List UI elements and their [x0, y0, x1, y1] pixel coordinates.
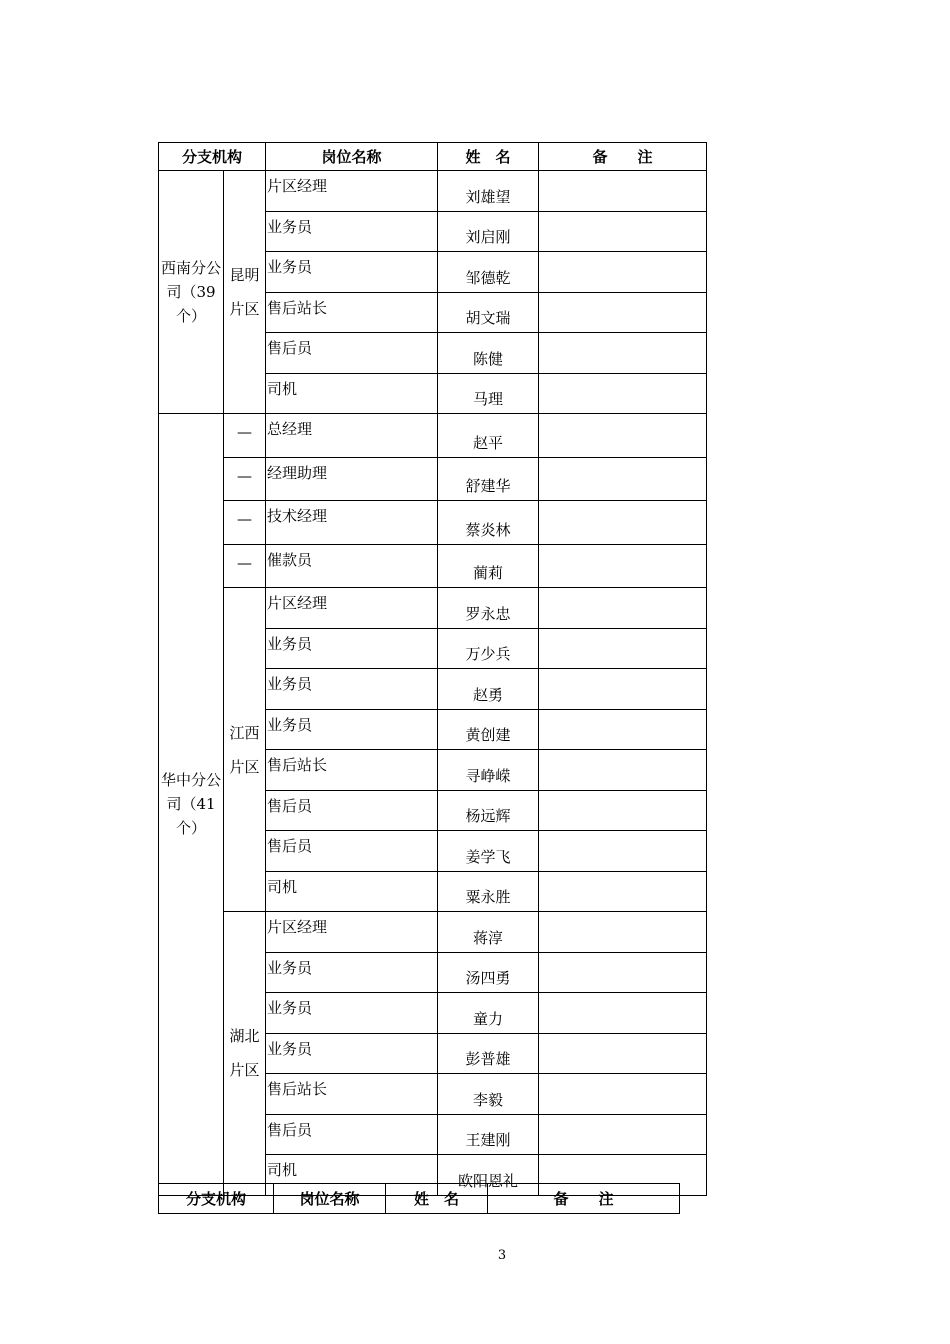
continuation-table-header: [158, 1183, 680, 1214]
table-row: [159, 171, 707, 212]
name-cell: 蔡炎林: [438, 501, 539, 545]
area-cell: —: [224, 544, 266, 588]
note-cell: [539, 709, 707, 750]
area-cell: [224, 588, 266, 912]
note-cell: [539, 912, 707, 953]
area-cell: [224, 912, 266, 1196]
area-cell: —: [224, 414, 266, 458]
note-cell: [539, 993, 707, 1034]
table-row: [159, 912, 707, 953]
name-cell: 欧阳恩礼: [438, 1155, 539, 1196]
position-cell: 司机: [266, 1155, 438, 1196]
area-cell: —: [224, 457, 266, 501]
name-cell: 刘雄望: [438, 171, 539, 212]
note-cell: [539, 831, 707, 872]
position-cell: 售后站长: [266, 292, 438, 333]
position-cell: 片区经理: [266, 588, 438, 629]
note-cell: [539, 292, 707, 333]
page-number: 3: [497, 1248, 507, 1263]
position-cell: 业务员: [266, 669, 438, 710]
table-header-row: [159, 143, 707, 171]
note-cell: [539, 252, 707, 293]
position-cell: 售后员: [266, 1114, 438, 1155]
table-row: [159, 457, 707, 501]
position-cell: 业务员: [266, 952, 438, 993]
position-cell: 业务员: [266, 1033, 438, 1074]
position-cell: 技术经理: [266, 501, 438, 545]
position-cell: 业务员: [266, 211, 438, 252]
branch-cell: 华中分公司（41个）: [159, 414, 224, 1196]
header-note: 备 注: [539, 143, 707, 171]
header-note: 备 注: [488, 1184, 680, 1214]
name-cell: 李毅: [438, 1074, 539, 1115]
note-cell: [539, 457, 707, 501]
table-row: [159, 588, 707, 629]
note-cell: [539, 373, 707, 414]
note-cell: [539, 952, 707, 993]
position-cell: 售后站长: [266, 1074, 438, 1115]
name-cell: 赵平: [438, 414, 539, 458]
name-cell: 寻峥嵘: [438, 750, 539, 791]
table-header-row: [159, 1184, 680, 1214]
note-cell: [539, 750, 707, 791]
position-cell: 经理助理: [266, 457, 438, 501]
note-cell: [539, 1033, 707, 1074]
note-cell: [539, 1074, 707, 1115]
header-position: 岗位名称: [274, 1184, 386, 1214]
name-cell: 赵勇: [438, 669, 539, 710]
area-label: 江西片区: [229, 723, 260, 776]
area-cell: —: [224, 501, 266, 545]
header-branch: 分支机构: [159, 1184, 274, 1214]
table-row: [159, 501, 707, 545]
area-label: 湖北片区: [229, 1027, 260, 1080]
branch-cell: 西南分公司（39个）: [159, 171, 224, 414]
name-cell: 陈健: [438, 333, 539, 374]
note-cell: [539, 628, 707, 669]
note-cell: [539, 333, 707, 374]
position-cell: 司机: [266, 373, 438, 414]
position-cell: 片区经理: [266, 912, 438, 953]
name-cell: 蔺莉: [438, 544, 539, 588]
position-cell: 业务员: [266, 709, 438, 750]
name-cell: 刘启刚: [438, 211, 539, 252]
staff-table: [158, 142, 707, 1196]
name-cell: 杨远辉: [438, 790, 539, 831]
name-cell: 胡文瑞: [438, 292, 539, 333]
name-cell: 黄创建: [438, 709, 539, 750]
name-cell: 粟永胜: [438, 871, 539, 912]
position-cell: 售后站长: [266, 750, 438, 791]
position-cell: 售后员: [266, 831, 438, 872]
name-cell: 汤四勇: [438, 952, 539, 993]
name-cell: 王建刚: [438, 1114, 539, 1155]
position-cell: 业务员: [266, 993, 438, 1034]
name-cell: 彭普雄: [438, 1033, 539, 1074]
note-cell: [539, 871, 707, 912]
area-cell: [224, 171, 266, 414]
name-cell: 姜学飞: [438, 831, 539, 872]
header-branch: 分支机构: [159, 143, 266, 171]
note-cell: [539, 501, 707, 545]
position-cell: 业务员: [266, 252, 438, 293]
position-cell: 售后员: [266, 790, 438, 831]
position-cell: 总经理: [266, 414, 438, 458]
header-name: 姓 名: [386, 1184, 488, 1214]
position-cell: 催款员: [266, 544, 438, 588]
note-cell: [539, 1114, 707, 1155]
position-cell: 司机: [266, 871, 438, 912]
table-row: [159, 544, 707, 588]
area-label: 昆明片区: [229, 266, 260, 318]
name-cell: 罗永忠: [438, 588, 539, 629]
name-cell: 舒建华: [438, 457, 539, 501]
header-name: 姓 名: [438, 143, 539, 171]
header-position: 岗位名称: [266, 143, 438, 171]
note-cell: [539, 414, 707, 458]
note-cell: [539, 669, 707, 710]
name-cell: 蒋淳: [438, 912, 539, 953]
note-cell: [539, 211, 707, 252]
note-cell: [539, 790, 707, 831]
note-cell: [539, 171, 707, 212]
position-cell: 业务员: [266, 628, 438, 669]
name-cell: 童力: [438, 993, 539, 1034]
position-cell: 片区经理: [266, 171, 438, 212]
table-row: [159, 414, 707, 458]
name-cell: 邹德乾: [438, 252, 539, 293]
note-cell: [539, 544, 707, 588]
name-cell: 万少兵: [438, 628, 539, 669]
note-cell: [539, 588, 707, 629]
name-cell: 马理: [438, 373, 539, 414]
position-cell: 售后员: [266, 333, 438, 374]
